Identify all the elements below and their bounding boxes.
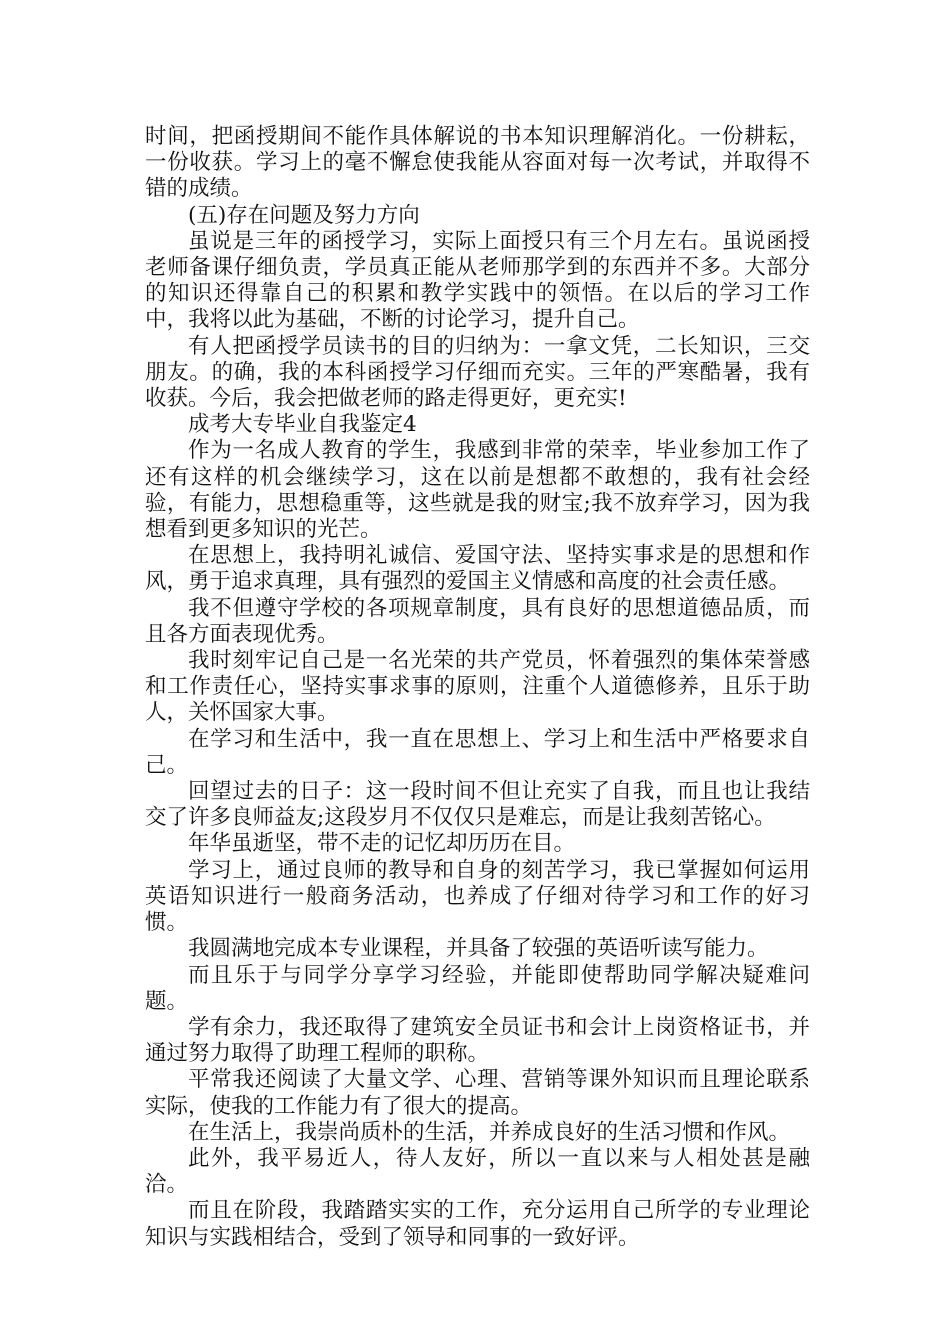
paragraph: 作为一名成人教育的学生，我感到非常的荣幸，毕业参加工作了还有这样的机会继续学习，这在以前是想都不敢想的，我有社会经验，有能力，思想稳重等，这些就是我的财宝;我不放弃学习，因为我想看到更多知识的光芒。 [145,438,810,543]
paragraph: 我不但遵守学校的各项规章制度，具有良好的思想道德品质，而且各方面表现优秀。 [145,595,810,647]
paragraph: 学有余力，我还取得了建筑安全员证书和会计上岗资格证书，并通过努力取得了助理工程师的职称。 [145,1014,810,1067]
paragraph: 我圆满地完成本专业课程，并具备了较强的英语听读写能力。 [188,936,769,962]
section-heading: (五)存在问题及努力方向 [188,202,420,228]
paragraph: 学习上，通过良师的教导和自身的刻苦学习，我已掌握如何运用英语知识进行一般商务活动，也养成了仔细对待学习和工作的好习惯。 [145,857,810,936]
paragraph: 在思想上，我持明礼诚信、爱国守法、坚持实事求是的思想和作风，勇于追求真理，具有强烈的爱国主义情感和高度的社会责任感。 [145,543,810,595]
paragraph: 而且乐于与同学分享学习经验，并能即使帮助同学解决疑难问题。 [145,962,810,1014]
paragraph: 而且在阶段，我踏踏实实的工作，充分运用自己所学的专业理论知识与实践相结合，受到了领导和同事的一致好评。 [145,1198,810,1250]
paragraph: 在学习和生活中，我一直在思想上、学习上和生活中严格要求自己。 [145,726,810,778]
article-title: 成考大专毕业自我鉴定4 [188,412,417,438]
paragraph: 虽说是三年的函授学习，实际上面授只有三个月左右。虽说函授老师备课仔细负责，学员真正能从老师那学到的东西并不多。大部分的知识还得靠自己的积累和教学实践中的领悟。在以后的学习工作中，我将以此为基础，不断的讨论学习，提升自己。 [145,228,810,333]
paragraph: 在生活上，我崇尚质朴的生活，并养成良好的生活习惯和作风。 [188,1119,791,1145]
document-body [145,124,810,1251]
paragraph: 年华虽逝坚，带不走的记忆却历历在目。 [188,831,576,857]
paragraph: 平常我还阅读了大量文学、心理、营销等课外知识而且理论联系实际，使我的工作能力有了很大的提高。 [145,1067,810,1119]
paragraph: 此外，我平易近人，待人友好，所以一直以来与人相处甚是融洽。 [145,1145,810,1198]
paragraph: 有人把函授学员读书的目的归纳为：一拿文凭，二长知识，三交朋友。的确，我的本科函授学习仔细而充实。三年的严寒酷暑，我有收获。今后，我会把做老师的路走得更好，更充实! [145,333,810,412]
paragraph: 回望过去的日子：这一段时间不但让充实了自我，而且也让我结交了许多良师益友;这段岁月不仅仅只是难忘，而是让我刻苦铭心。 [145,779,810,831]
paragraph-continued: 时间，把函授期间不能作具体解说的书本知识理解消化。一份耕耘，一份收获。学习上的毫不懈怠使我能从容面对每一次考试，并取得不错的成绩。 [145,124,810,202]
paragraph: 我时刻牢记自己是一名光荣的共产党员，怀着强烈的集体荣誉感和工作责任心，坚持实事求事的原则，注重个人道德修养，且乐于助人，关怀国家大事。 [145,648,810,726]
